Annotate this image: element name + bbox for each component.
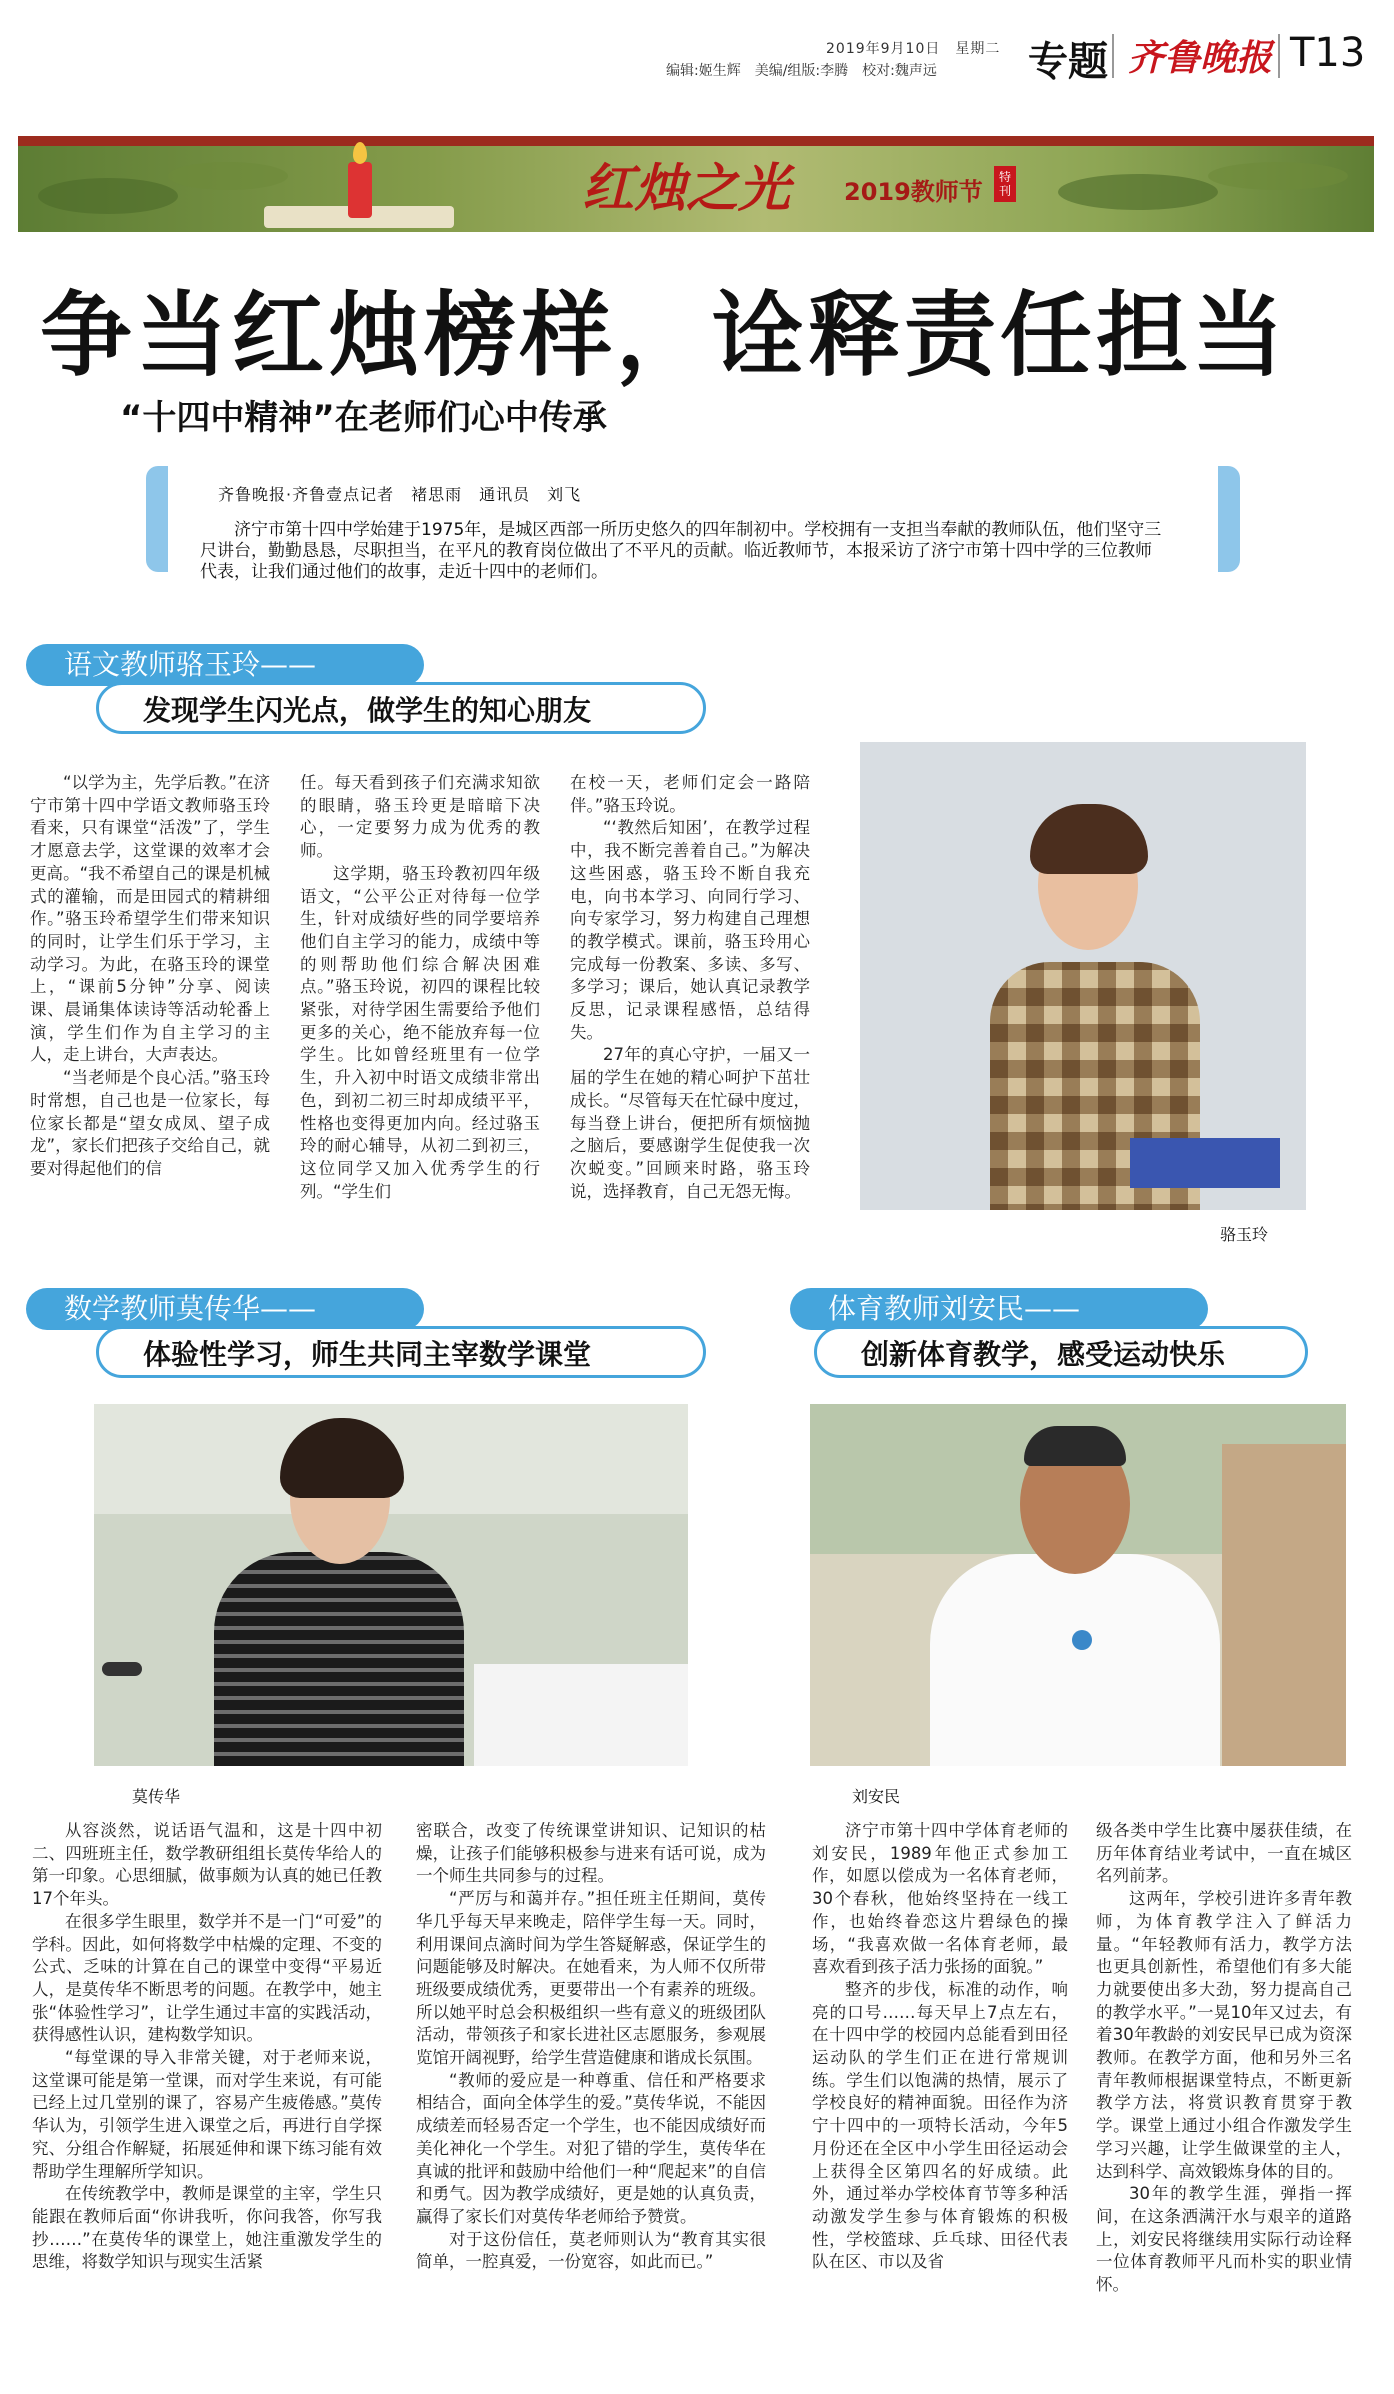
subheadline: “十四中精神”在老师们心中传承 [120, 398, 607, 438]
intro-paragraph: 济宁市第十四中学始建于1975年，是城区西部一所历史悠久的四年制初中。学校拥有一支担当奉献的教师队伍，他们坚守三尺讲台，勤勤恳恳，尽职担当，在平凡的教育岗位做出了不平凡的贡献。临近教师节，本报采访了济宁市第十四中学的三位教师代表，让我们通过他们的故事，走近十四中的老师们。 [200, 520, 1162, 582]
special-issue-banner [18, 136, 1374, 232]
issue-date: 2019年9月10日 星期二 [826, 41, 1001, 57]
photo-liu-anmin [810, 1404, 1346, 1766]
byline: 齐鲁晚报·齐鲁壹点记者 褚思雨 通讯员 刘飞 [218, 485, 582, 504]
section3-label: 体育教师刘安民—— [790, 1288, 1208, 1330]
banner-tag: 特刊 [994, 166, 1016, 202]
paragraph: “教师的爱应是一种尊重、信任和严格要求相结合，面向全体学生的爱。”莫传华说，不能因成绩差而轻易否定一个学生，也不能因成绩好而美化神化一个学生。对犯了错的学生，莫传华在真诚的批评和鼓励中给他们一种“爬起来”的自信和勇气。因为教学成绩好，更是她的认真负责，赢得了家长们对莫传华老师给予赞赏。 [416, 2070, 766, 2226]
section2-column1 [32, 1820, 382, 2274]
bracket-right [1218, 466, 1240, 572]
paragraph: 从容淡然，说话语气温和，这是十四中初二、四班班主任，数学教研组组长莫传华给人的第一印象。心思细腻，做事颇为认真的她已任教17个年头。 [32, 1821, 382, 1909]
paragraph: “以学为主，先学后教。”在济宁市第十四中学语文教师骆玉玲看来，只有课堂“活泼”了，学生才愿意去学，这堂课的效率才会更高。“我不希望自己的课是机械式的灌输，而是田园式的精耕细作。”骆玉玲希望学生们带来知识的同时，让学生们乐于学习，主动学习。为此，在骆玉玲的课堂上，“课前5分钟”分享、阅读课、晨诵集体读诗等活动轮番上演，学生们作为自主学习的主人，走上讲台，大声表达。 [30, 773, 270, 1065]
banner-year: 2019教师节 [844, 178, 983, 206]
paragraph: 对于这份信任，莫老师则认为“教育其实很简单，一腔真爱，一份宽容，如此而已。” [416, 2229, 766, 2272]
banner-title: 红烛之光 [582, 158, 791, 219]
section3-column1 [812, 1820, 1068, 2274]
paragraph: 济宁市第十四中学体育老师的刘安民，1989年他正式参加工作，如愿以偿成为一名体育老师，30个春秋，他始终坚持在一线工作，也始终眷恋这片碧绿色的操场，“我喜欢做一名体育老师，最喜欢看到孩子活力张扬的面貌。” [812, 1821, 1068, 1977]
paragraph: 这两年，学校引进许多青年教师，为体育教学注入了鲜活力量。“年轻教师有活力，教学方法也更具创新性，希望他们有多大能力就要使出多大劲，努力提高自己的教学水平。”一晃10年又过去，有着30年教龄的刘安民早已成为资深教师。在教学方面，他和另外三名青年教师根据课堂特点，不断更新教学方法，将赏识教育贯穿于教学。课堂上通过小组合作激发学生学习兴趣，让学生做课堂的主人，达到科学、高效锻炼身体的目的。 [1096, 1889, 1352, 2181]
paragraph: “严厉与和蔼并存。”担任班主任期间，莫传华几乎每天早来晚走，陪伴学生每一天。同时，利用课间点滴时间为学生答疑解惑，保证学生的问题能够及时解决。在她看来，为人师不仅所带班级要成绩优秀，更要带出一个有素养的班级。所以她平时总会积极组织一些有意义的班级团队活动，带领孩子和家长进社区志愿服务，参观展览馆开阔视野，给学生营造健康和谐成长氛围。 [416, 1889, 766, 2068]
paragraph: 这学期，骆玉玲教初四年级语文，“公平公正对待每一位学生，针对成绩好些的同学要培养他们自主学习的能力，成绩中等的则帮助他们综合解决困难点。”骆玉玲说，初四的课程比较紧张，对待学困生需要给予他们更多的关心，绝不能放弃每一位学生。比如曾经班里有一位学生，升入初中时语文成绩非常出色，到初二初三时却成绩平平，性格也变得更加内向。经过骆玉玲的耐心辅导，从初二到初三，这位同学又加入优秀学生的行列。“学生们 [300, 863, 540, 1201]
paragraph: 整齐的步伐，标准的动作，响亮的口号……每天早上7点左右，在十四中学的校园内总能看到田径运动队的学生们正在进行常规训练。学生们以饱满的热情，展示了学校良好的精神面貌。田径作为济宁十四中的一项特长活动，今年5月份还在全区中小学生田径运动会上获得全区第四名的好成绩。此外，通过举办学校体育节等多种活动激发学生参与体育锻炼的积极性，学校篮球、乒乓球、田径代表队在区、市以及省 [812, 1979, 1068, 2272]
section1-column3 [570, 772, 810, 1203]
photo-mo-chuanhua [94, 1404, 688, 1766]
section1-label: 语文教师骆玉玲—— [26, 644, 424, 686]
paragraph: 密联合，改变了传统课堂讲知识、记知识的枯燥，让孩子们能够积极参与进来有话可说，成为一个师生共同参与的过程。 [416, 1821, 766, 1886]
headline: 争当红烛榜样，诠释责任担当 [40, 282, 1289, 389]
section2-title: 体验性学习，师生共同主宰数学课堂 [96, 1326, 706, 1378]
newspaper-logo: 齐鲁晚报 [1128, 37, 1273, 79]
section-name: 专题 [1028, 39, 1108, 85]
section1-column2 [300, 772, 540, 1203]
paragraph: 30年的教学生涯，弹指一挥间，在这条洒满汗水与艰辛的道路上，刘安民将继续用实际行动诠释一位体育教师平凡而朴实的职业情怀。 [1096, 2184, 1352, 2295]
header-divider [1112, 34, 1114, 78]
paragraph: 在校一天，老师们定会一路陪伴。”骆玉玲说。 [570, 773, 810, 815]
paragraph: 27年的真心守护，一届又一届的学生在她的精心呵护下茁壮成长。“尽管每天在忙碌中度过，每当登上讲台，便把所有烦恼抛之脑后，要感谢学生促使我一次次蜕变。”回顾来时路，骆玉玲说，选择教育，自己无怨无悔。 [570, 1045, 810, 1201]
staff-credits: 编辑:姬生辉 美编/组版:李腾 校对:魏声远 [666, 63, 937, 79]
photo-caption: 刘安民 [852, 1787, 901, 1806]
section2-label: 数学教师莫传华—— [26, 1288, 424, 1330]
photo-luo-yuling [860, 742, 1306, 1210]
paragraph: 在传统教学中，教师是课堂的主宰，学生只能跟在教师后面“你讲我听，你问我答，你写我抄……”在莫传华的课堂上，她注重激发学生的思维，将数学知识与现实生活紧 [32, 2184, 382, 2272]
paragraph: “‘教然后知困’，在教学过程中，我不断完善着自己。”为解决这些困惑，骆玉玲不断自我充电，向书本学习、向同行学习、向专家学习，努力构建自己理想的教学模式。课前，骆玉玲用心完成每一份教案、多读、多写、多学习；课后，她认真记录教学反思，记录课程感悟，总结得失。 [570, 818, 810, 1042]
paragraph: 在很多学生眼里，数学并不是一门“可爱”的学科。因此，如何将数学中枯燥的定理、不变的公式、乏味的计算在自己的课堂中变得“平易近人，是莫传华不断思考的问题。在教学中，她主张“体验性学习”，让学生通过丰富的实践活动，获得感性认识，建构数学知识。 [32, 1911, 382, 2045]
photo-caption: 骆玉玲 [1220, 1225, 1269, 1244]
section1-column1 [30, 772, 270, 1181]
bracket-left [146, 466, 168, 572]
paragraph: “当老师是个良心活。”骆玉玲时常想，自己也是一位家长，每位家长都是“望女成凤、望子成龙”，家长们把孩子交给自己，就要对得起他们的信 [30, 1068, 270, 1178]
section3-column2 [1096, 1820, 1352, 2297]
photo-caption: 莫传华 [132, 1787, 181, 1806]
candle-icon [348, 162, 372, 218]
section3-title: 创新体育教学，感受运动快乐 [814, 1326, 1308, 1378]
section1-title: 发现学生闪光点，做学生的知心朋友 [96, 682, 706, 734]
paragraph: “每堂课的导入非常关键，对于老师来说，这堂课可能是第一堂课，而对学生来说，有可能已经上过几堂别的课了，容易产生疲倦感。”莫传华认为，引领学生进入课堂之后，再进行自学探究、分组合作解疑，拓展延伸和课下练习能有效帮助学生理解所学知识。 [32, 2048, 382, 2181]
paragraph: 级各类中学生比赛中屡获佳绩，在历年体育结业考试中，一直在城区名列前茅。 [1096, 1821, 1352, 1886]
flame-icon [353, 142, 367, 164]
header-divider [1278, 34, 1280, 78]
section2-column2 [416, 1820, 766, 2274]
page-number: T13 [1290, 30, 1366, 76]
paragraph: 任。每天看到孩子们充满求知欲的眼睛，骆玉玲更是暗暗下决心，一定要努力成为优秀的教师。 [300, 773, 540, 861]
